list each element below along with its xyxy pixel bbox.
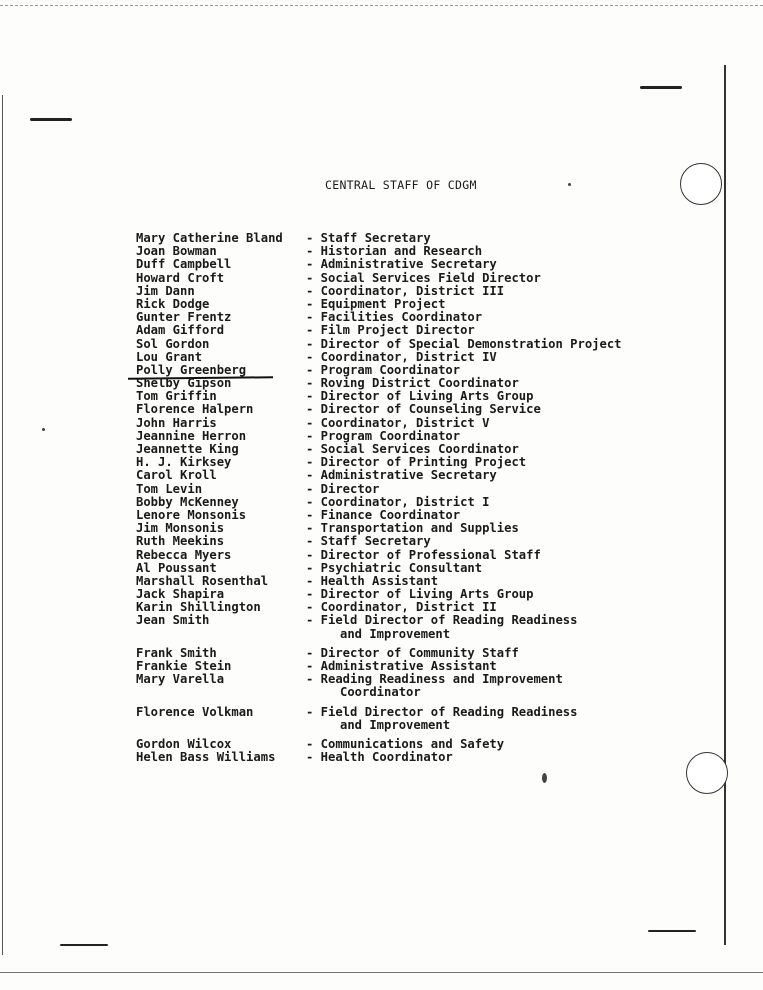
staff-name: Duff Campbell: [136, 257, 232, 272]
staff-role-line: and Improvement: [340, 717, 451, 732]
staff-name: Jean Smith: [136, 613, 210, 628]
staff-role-line: - Coordinator, District I: [306, 494, 490, 509]
staff-role-line: - Director of Special Demonstration Project: [306, 336, 622, 351]
staff-name: Tom Levin: [136, 481, 203, 496]
staff-role-line: - Health Assistant: [306, 573, 439, 588]
staff-role-line: - Program Coordinator: [306, 428, 461, 443]
staff-role-line: - Coordinator, District V: [306, 415, 490, 430]
punch-hole-upper: [680, 163, 722, 205]
staff-role-line: - Program Coordinator: [306, 362, 461, 377]
staff-name: Florence Halpern: [136, 402, 254, 417]
staff-name: Gunter Frentz: [136, 310, 232, 325]
staff-name: H. J. Kirksey: [136, 455, 232, 470]
staff-name: Jeannette King: [136, 442, 239, 456]
staff-name: Mary Varella: [136, 672, 225, 687]
staff-role: [306, 614, 578, 640]
staff-role-line: and Improvement: [340, 626, 451, 641]
staff-name: Joan Bowman: [136, 244, 217, 259]
staff-role-line: - Administrative Assistant: [306, 659, 497, 674]
staff-name: Jack Shapira: [136, 587, 225, 602]
staff-name: Marshall Rosenthal: [136, 573, 269, 588]
staff-role-line: - Director of Living Arts Group: [306, 587, 534, 602]
staff-name: John Harris: [136, 415, 217, 430]
staff-name: Carol Kroll: [136, 468, 217, 483]
staff-role-line: - Social Services Field Director: [306, 270, 541, 285]
staff-role-line: - Field Director of Reading Readiness: [306, 613, 578, 628]
staff-list: [0, 232, 763, 764]
staff-name: Howard Croft: [136, 270, 225, 285]
staff-name: Mary Catherine Bland: [136, 231, 283, 245]
staff-role-line: - Staff Secretary: [306, 534, 431, 549]
staff-name: Bobby McKenney: [136, 494, 239, 509]
staff-name: Lou Grant: [136, 349, 203, 364]
staff-role-line: - Reading Readiness and Improvement: [306, 672, 563, 687]
staff-name: Gordon Wilcox: [136, 736, 232, 751]
staff-role-line: - Social Services Coordinator: [306, 442, 519, 456]
staff-role-line: - Director of Professional Staff: [306, 547, 541, 562]
staff-name: Al Poussant: [136, 560, 217, 575]
staff-name: Jim Dann: [136, 283, 195, 298]
staff-role-line: - Finance Coordinator: [306, 507, 461, 522]
staff-name: Frankie Stein: [136, 659, 232, 674]
staff-role-line: - Historian and Research: [306, 244, 483, 259]
staff-role-line: - Coordinator, District II: [306, 600, 497, 615]
staff-role-line: - Coordinator, District III: [306, 283, 505, 298]
staff-name: Rebecca Myers: [136, 547, 232, 562]
staff-name: Helen Bass Williams: [136, 750, 276, 765]
staff-role-line: - Field Director of Reading Readiness: [306, 704, 578, 719]
staff-name: Karin Shillington: [136, 600, 261, 615]
scan-mark: [60, 944, 108, 946]
staff-role-line: - Director of Living Arts Group: [306, 389, 534, 404]
staff-name: Shelby Gipson: [136, 376, 232, 391]
document-title: CENTRAL STAFF OF CDGM: [325, 178, 477, 192]
staff-name: Jeannine Herron: [136, 428, 247, 443]
staff-name: Jim Monsonis: [136, 521, 225, 536]
staff-row: [0, 614, 763, 640]
ink-speck: [542, 773, 547, 783]
staff-role-line: - Director of Community Staff: [306, 645, 519, 660]
staff-name: Tom Griffin: [136, 389, 217, 404]
scan-mark: [30, 118, 72, 121]
staff-role-line: - Roving District Coordinator: [306, 376, 519, 391]
staff-role-line: - Administrative Secretary: [306, 257, 497, 272]
staff-role-line: - Film Project Director: [306, 323, 475, 338]
staff-role-line: - Psychiatric Consultant: [306, 560, 483, 575]
staff-role: [306, 673, 563, 699]
staff-row: [0, 706, 763, 732]
staff-role-line: - Facilities Coordinator: [306, 310, 483, 325]
staff-role-line: - Equipment Project: [306, 296, 446, 311]
staff-role-line: - Director: [306, 481, 380, 496]
staff-role-line: - Staff Secretary: [306, 231, 431, 245]
staff-role-line: Coordinator: [340, 685, 421, 700]
staff-row: [0, 751, 763, 764]
staff-name: Adam Gifford: [136, 323, 225, 338]
staff-name: Lenore Monsonis: [136, 507, 247, 522]
staff-name: Frank Smith: [136, 645, 217, 660]
scan-edge-top: [0, 0, 763, 6]
staff-name: Ruth Meekins: [136, 534, 225, 549]
staff-role-line: - Administrative Secretary: [306, 468, 497, 483]
scan-edge-bottom: [0, 972, 763, 973]
scan-mark: [640, 86, 682, 89]
staff-name: Florence Volkman: [136, 704, 254, 719]
staff-name: Polly Greenberg: [136, 362, 247, 377]
staff-role: [306, 751, 453, 764]
staff-role-line: - Director of Printing Project: [306, 455, 527, 470]
staff-role-line: - Health Coordinator: [306, 750, 453, 765]
staff-role-line: - Communications and Safety: [306, 736, 505, 751]
ink-speck: [568, 183, 571, 186]
staff-row: [0, 673, 763, 699]
staff-role: [306, 706, 578, 732]
staff-role-line: - Coordinator, District IV: [306, 349, 497, 364]
staff-role-line: - Transportation and Supplies: [306, 521, 519, 536]
staff-role-line: - Director of Counseling Service: [306, 402, 541, 417]
staff-name: Sol Gordon: [136, 336, 210, 351]
staff-row: [0, 469, 763, 482]
staff-name: Rick Dodge: [136, 296, 210, 311]
scan-mark: [648, 930, 696, 932]
